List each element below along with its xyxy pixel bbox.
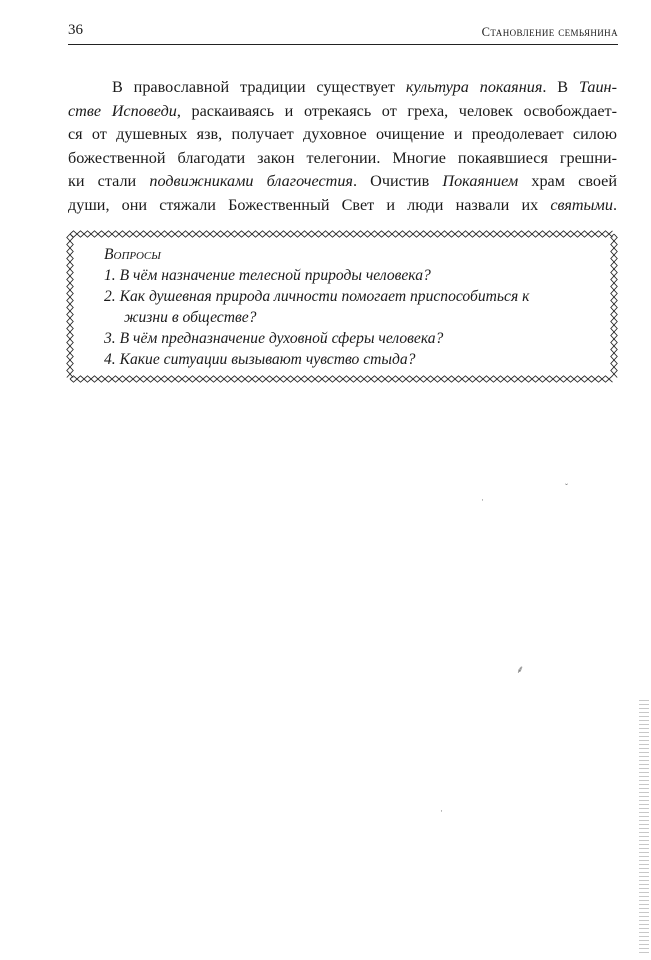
running-title: Становление семьянина [481,25,618,39]
scan-speck: ˇ [565,482,568,492]
italic-term: Покаянием [442,172,519,190]
paragraph-line: В православной традиции существует культура покаяния. В Таин- [112,78,617,96]
italic-term: святыми [550,195,613,214]
questions-heading: Вопросы [104,246,161,263]
body-paragraph [68,76,617,217]
paragraph-line: божественной благодати закон телегонии. Многие покаявшиеся грешни- [68,148,617,167]
italic-term: стве Исповеди [68,101,177,120]
italic-term: культура покаяния [405,78,543,96]
question-item: 2. Как душевная природа личности помогает приспособиться к [104,288,530,305]
page-number: 36 [68,22,83,38]
questions-box [66,229,618,384]
scan-speck: · [440,806,443,816]
paragraph-line: ки стали подвижниками благочестия. Очистив Покаянием храм своей [68,172,617,190]
paragraph-line: души, они стяжали Божественный Свет и люди назвали их святыми. [68,195,617,214]
page-header [68,22,618,44]
question-item: 1. В чём назначение телесной природы человека? [104,267,431,284]
question-item: 3. В чём предназначение духовной сферы человека? [104,330,444,347]
scan-speck: ⸙ [516,664,525,676]
italic-term: Таин- [578,78,617,96]
italic-term: подвижниками благочестия [149,172,353,190]
question-item-continuation: жизни в обществе? [124,309,257,326]
paragraph-line: ся от душевных язв, получает духовное очищение и преодолевает силою [68,125,617,143]
questions-list [104,244,594,370]
scan-speck: · [481,495,484,505]
scan-edge-texture [639,700,649,955]
paragraph-line: стве Исповеди, раскаиваясь и отрекаясь от греха, человек освобождает- [68,101,617,120]
header-rule [68,44,618,45]
question-item: 4. Какие ситуации вызывают чувство стыда? [104,351,416,368]
